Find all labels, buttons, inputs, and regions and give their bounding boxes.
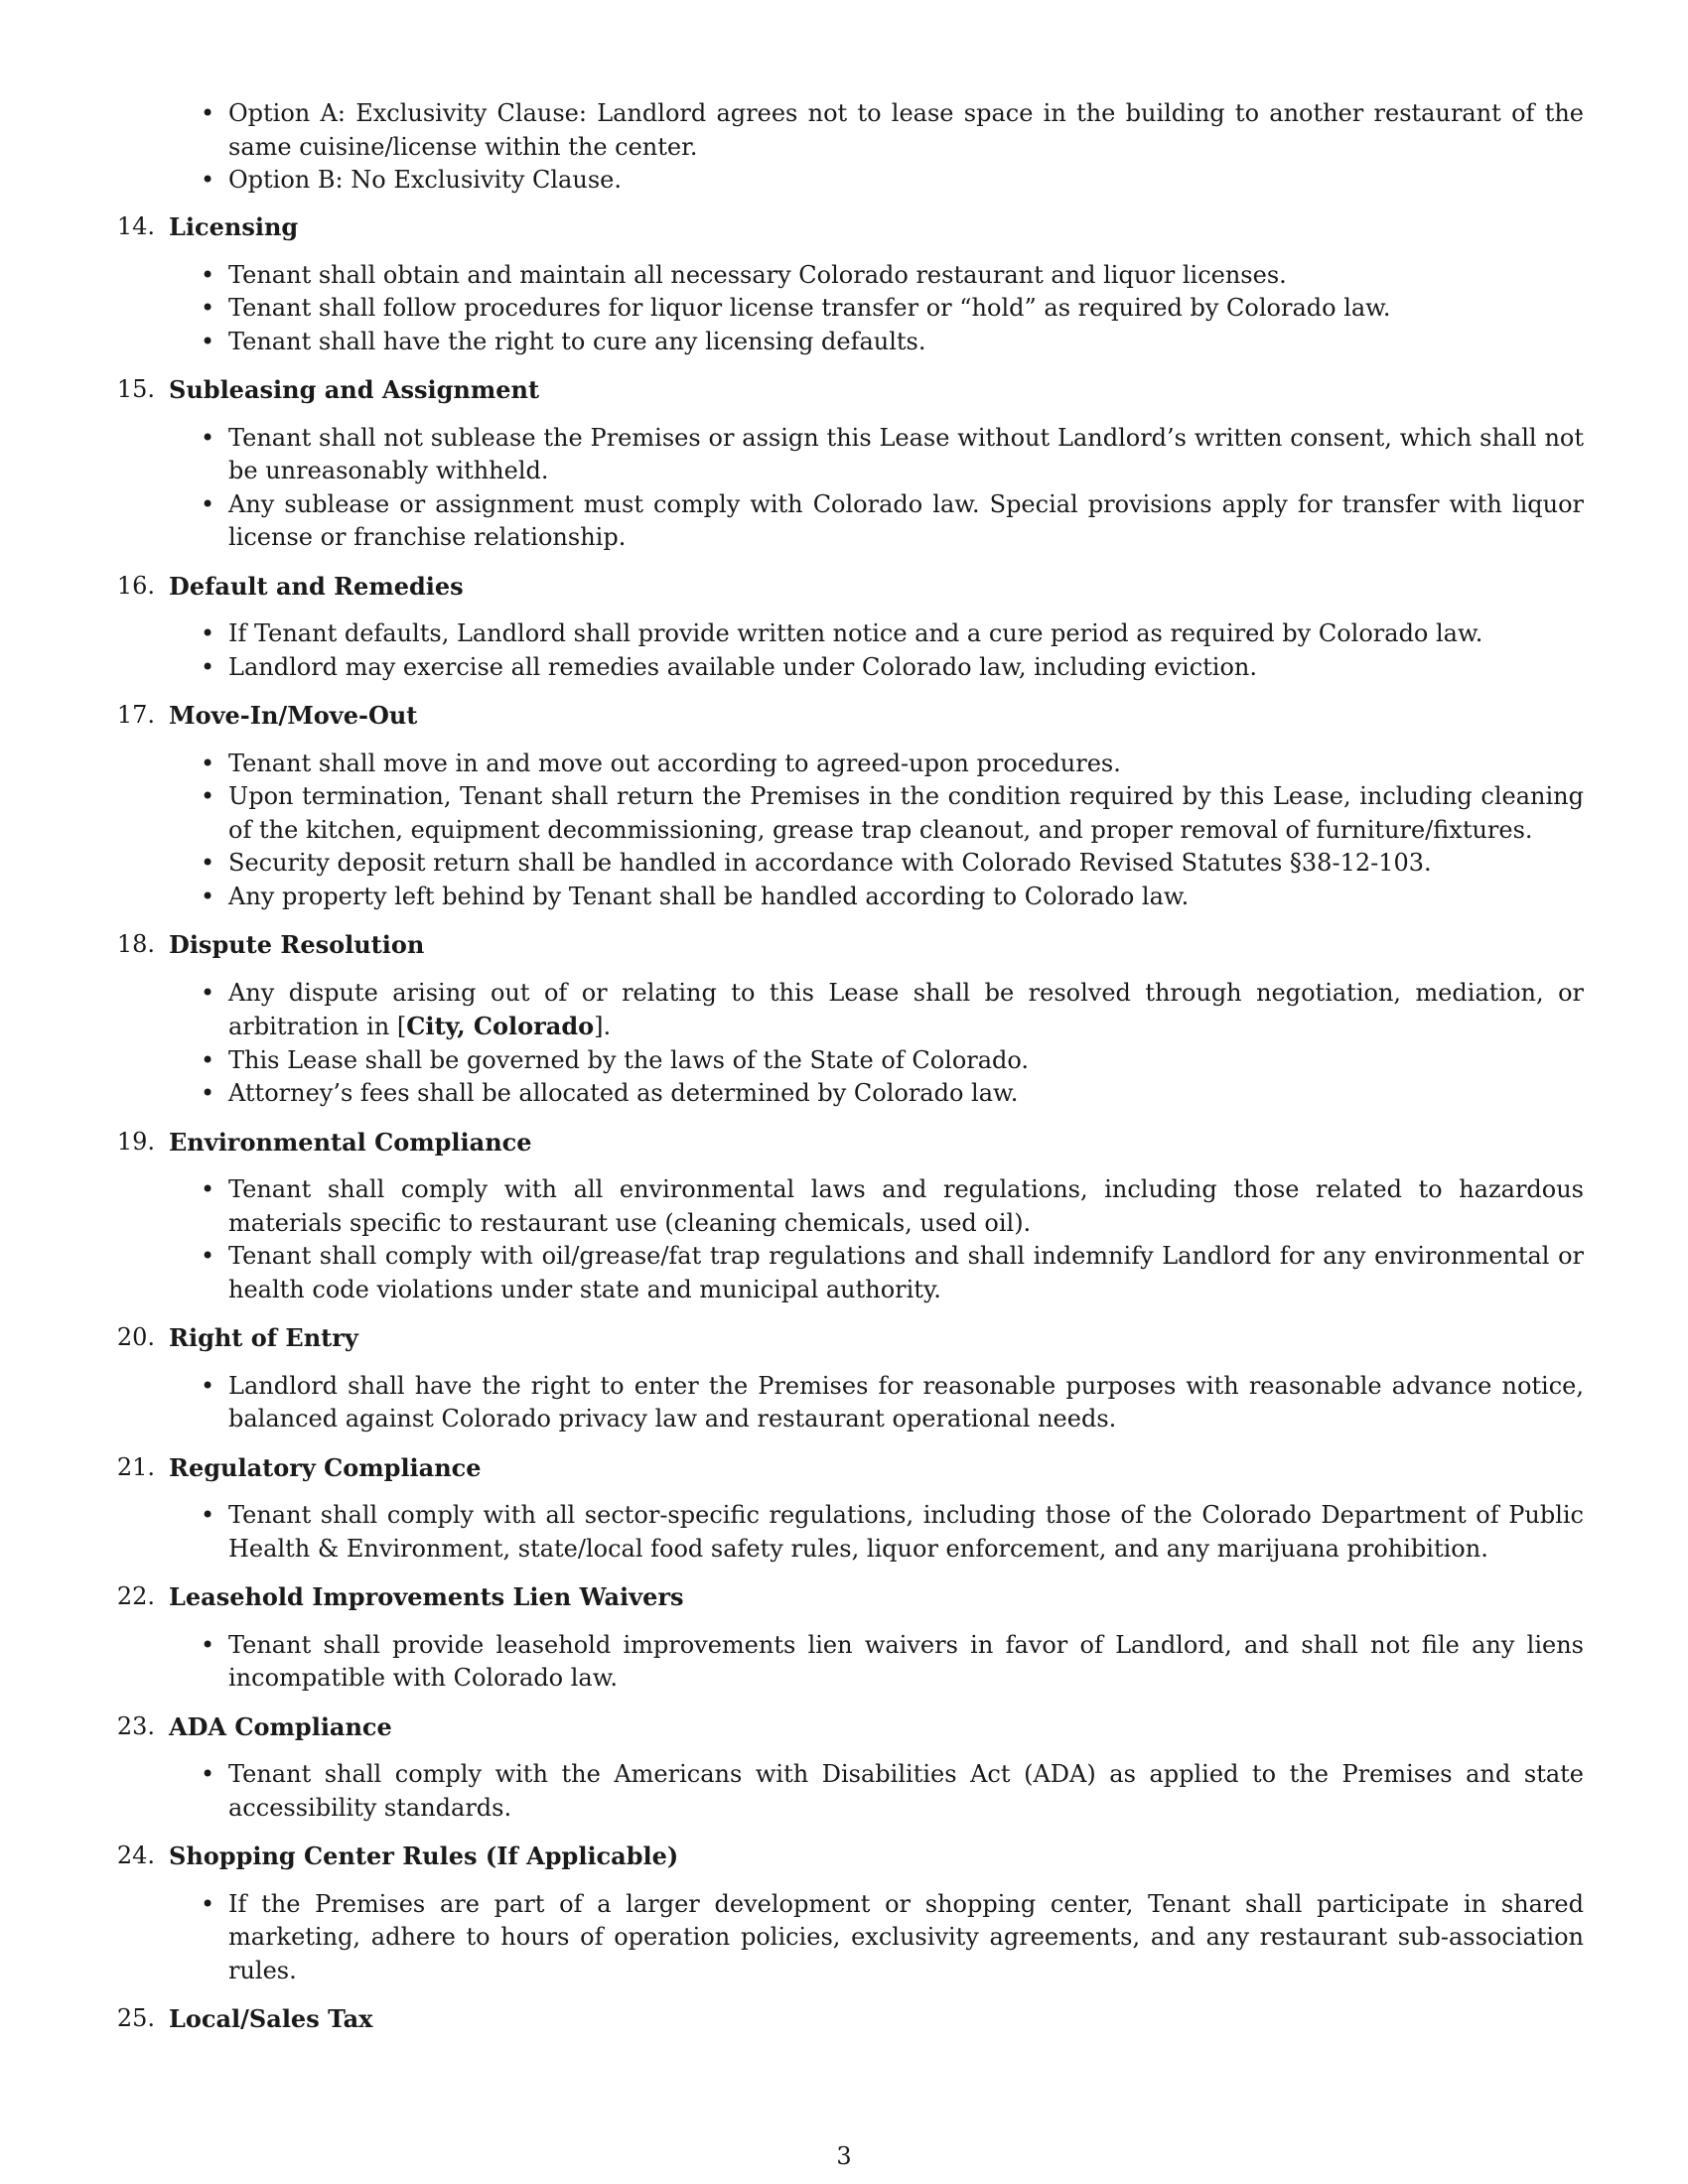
section-item: [228, 1758, 1584, 1825]
section-items: [0, 1499, 1688, 1566]
lease-sections: [0, 210, 1688, 2051]
section-title: Dispute Resolution: [169, 930, 425, 959]
section-items: [0, 977, 1688, 1111]
section-items: [0, 617, 1688, 684]
section-items: [0, 748, 1688, 914]
section-number: 14.: [116, 212, 155, 240]
section-heading: [0, 699, 1688, 733]
section-item: [228, 780, 1584, 847]
section: [0, 928, 1688, 1111]
section-item: [228, 617, 1584, 651]
item-bold-text: City, Colorado: [406, 1012, 595, 1040]
section: [0, 1580, 1688, 1696]
item-text: Any sublease or assignment must comply with Colorado law. Special provisions apply for transfer with liquor license or franchise relationship.: [228, 489, 1584, 551]
item-text: Attorney’s fees shall be allocated as determined by Colorado law.: [228, 1079, 1019, 1107]
section-title: Environmental Compliance: [169, 1127, 532, 1157]
item-text: Security deposit return shall be handled in accordance with Colorado Revised Statutes §38-12-103.: [228, 849, 1432, 877]
section-item: [228, 847, 1584, 881]
section-number: 15.: [116, 375, 155, 403]
section: [0, 210, 1688, 358]
item-text: Tenant shall follow procedures for liquor license transfer or “hold” as required by Colorado law.: [228, 294, 1391, 322]
section-heading: [0, 373, 1688, 407]
section-number: 22.: [116, 1582, 155, 1610]
section-heading: [0, 928, 1688, 962]
section-number: 17.: [116, 701, 155, 729]
exclusivity-options-list: [0, 97, 1688, 198]
option-item: • Option B: No Exclusivity Clause.: [228, 164, 1584, 198]
section-items: [0, 1888, 1688, 1988]
section: [0, 699, 1688, 913]
section-item: [228, 422, 1584, 488]
item-text: Any property left behind by Tenant shall be handled according to Colorado law.: [228, 882, 1190, 910]
section-number: 19.: [116, 1127, 155, 1156]
section-title: Shopping Center Rules (If Applicable): [169, 1842, 679, 1870]
section-item: [228, 326, 1584, 359]
item-text: Landlord may exercise all remedies available under Colorado law, including eviction.: [228, 652, 1258, 681]
section-number: 21.: [116, 1452, 155, 1481]
item-text: Tenant shall have the right to cure any licensing defaults.: [228, 327, 926, 355]
section-items: [0, 1758, 1688, 1825]
section: [0, 2002, 1688, 2036]
section-item: [228, 1240, 1584, 1306]
section-item: [228, 1888, 1584, 1988]
section-title: Regulatory Compliance: [169, 1452, 482, 1482]
section-number: 24.: [116, 1842, 155, 1869]
section-number: 20.: [116, 1323, 155, 1351]
section-item: [228, 1370, 1584, 1436]
item-text: Landlord shall have the right to enter the Premises for reasonable purposes with reasonable advance notice, balanced against Colorado privacy law and restaurant operational needs.: [228, 1371, 1584, 1433]
section-item: [228, 977, 1584, 1044]
section-title: Move-In/Move-Out: [169, 701, 418, 730]
section-title: Leasehold Improvements Lien Waivers: [169, 1582, 684, 1611]
section-item: [228, 1044, 1584, 1078]
section-items: [0, 1173, 1688, 1306]
section-title: Default and Remedies: [169, 571, 464, 601]
section: [0, 1840, 1688, 1987]
section: [0, 1126, 1688, 1307]
section-item: [228, 881, 1584, 914]
item-text: Tenant shall comply with oil/grease/fat trap regulations and shall indemnify Landlord for any environmental or health code violations under state and municipal authority.: [228, 1242, 1584, 1303]
section-item: [228, 292, 1584, 326]
section: [0, 570, 1688, 685]
item-text-after: ].: [594, 1013, 612, 1040]
section-item: [228, 1629, 1584, 1696]
item-text: If Tenant defaults, Landlord shall provide written notice and a cure period as required by Colorado law.: [228, 619, 1483, 647]
item-text: Tenant shall comply with all environmental laws and regulations, including those related to hazardous materials specific to restaurant use (cleaning chemicals, used oil).: [228, 1175, 1584, 1237]
section-heading: [0, 1451, 1688, 1485]
section-number: 23.: [116, 1711, 155, 1740]
section-items: [0, 1370, 1688, 1436]
section-item: [228, 259, 1584, 293]
section-item: [228, 1173, 1584, 1240]
section-heading: [0, 1321, 1688, 1355]
section-items: [0, 1629, 1688, 1696]
section-item: [228, 488, 1584, 555]
section-title: Subleasing and Assignment: [169, 375, 540, 404]
section-title: Local/Sales Tax: [169, 2004, 373, 2033]
section: [0, 1321, 1688, 1436]
page-number: 3: [836, 2142, 852, 2170]
section: [0, 1710, 1688, 1826]
section-items: [0, 422, 1688, 555]
item-text: Any dispute arising out of or relating to this Lease shall be resolved through negotiation, mediation, or arbitration in [: [228, 978, 1584, 1040]
item-text: Upon termination, Tenant shall return the Premises in the condition required by this Lease, including cleaning of the kitchen, equipment decommissioning, grease trap cleanout, and proper removal of furniture/fixtures.: [228, 782, 1584, 844]
section-heading: [0, 2002, 1688, 2036]
section-title: Right of Entry: [169, 1323, 358, 1352]
section-heading: [0, 210, 1688, 244]
option-item: • Option A: Exclusivity Clause: Landlord agrees not to lease space in the building to another restaurant of the same cuisine/license within the center.: [228, 97, 1584, 164]
section-number: 18.: [116, 930, 155, 958]
section-number: 16.: [116, 571, 155, 600]
section-title: ADA Compliance: [169, 1711, 392, 1741]
section-number: 25.: [116, 2004, 155, 2032]
section-item: [228, 1499, 1584, 1566]
section-title: Licensing: [169, 212, 299, 241]
section-items: [0, 259, 1688, 359]
item-text: Tenant shall obtain and maintain all necessary Colorado restaurant and liquor licenses.: [228, 260, 1287, 289]
section-item: [228, 651, 1584, 685]
section-heading: [0, 570, 1688, 604]
section-heading: [0, 1710, 1688, 1744]
item-text: Tenant shall move in and move out according to agreed-upon procedures.: [228, 749, 1121, 777]
item-text: Tenant shall not sublease the Premises or assign this Lease without Landlord’s written consent, which shall not be unreasonably withheld.: [228, 423, 1584, 484]
item-text: If the Premises are part of a larger development or shopping center, Tenant shall participate in shared marketing, adhere to hours of operation policies, exclusivity agreements, and any restaurant sub-association rules.: [228, 1889, 1584, 1984]
item-text: This Lease shall be governed by the laws of the State of Colorado.: [228, 1045, 1030, 1074]
item-text: Tenant shall comply with all sector-specific regulations, including those of the Colorado Department of Public Health & Environment, state/local food safety rules, liquor enforcement, and any marijuana prohibition.: [228, 1501, 1584, 1563]
item-text: Tenant shall comply with the Americans with Disabilities Act (ADA) as applied to the Premises and state accessibility standards.: [228, 1760, 1584, 1822]
section-item: [228, 748, 1584, 781]
section-heading: [0, 1126, 1688, 1160]
section: [0, 1451, 1688, 1567]
section-item: [228, 1077, 1584, 1111]
section-heading: [0, 1840, 1688, 1873]
section: [0, 373, 1688, 555]
item-text: Tenant shall provide leasehold improvements lien waivers in favor of Landlord, and shall not file any liens incompatible with Colorado law.: [228, 1630, 1584, 1692]
section-heading: [0, 1580, 1688, 1614]
